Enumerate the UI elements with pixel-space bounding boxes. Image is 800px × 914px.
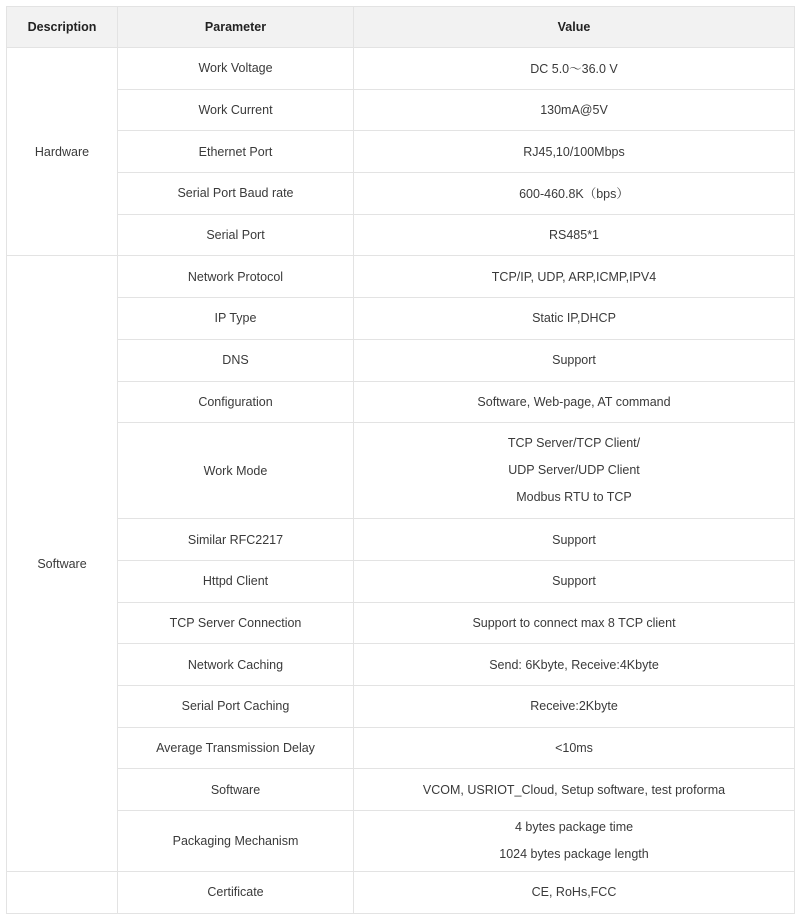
value-line: Support to connect max 8 TCP client <box>472 615 676 630</box>
value-line: RS485*1 <box>548 228 600 243</box>
value-line: TCP Server/TCP Client/ <box>507 436 641 451</box>
value-line: Send: 6Kbyte, Receive:4Kbyte <box>489 657 659 672</box>
value-line: 1024 bytes package length <box>499 847 649 861</box>
parameter-cell: Average Transmission Delay <box>118 727 354 769</box>
parameter-cell: Work Current <box>118 89 354 131</box>
value-cell <box>354 48 795 90</box>
group-description-cell <box>7 872 118 914</box>
value-line: Support <box>552 532 596 547</box>
table-row <box>7 89 795 131</box>
value-cell <box>354 727 795 769</box>
table-row <box>7 727 795 769</box>
parameter-cell: Serial Port <box>118 214 354 256</box>
parameter-cell: Serial Port Baud rate <box>118 173 354 215</box>
value-cell <box>354 173 795 215</box>
spec-table-container <box>6 6 794 914</box>
value-line: Receive:2Kbyte <box>530 699 618 714</box>
table-header-row <box>7 7 795 48</box>
specification-table <box>6 6 795 914</box>
value-cell <box>354 381 795 423</box>
value-line: RJ45,10/100Mbps <box>523 144 625 159</box>
group-description-cell: Software <box>7 256 118 872</box>
value-cell <box>354 339 795 381</box>
value-cell <box>354 685 795 727</box>
value-line: 600-460.8K（bps） <box>519 187 629 202</box>
table-row <box>7 256 795 298</box>
value-line: UDP Server/UDP Client <box>508 463 640 478</box>
value-line: DC 5.0～36.0 V <box>530 62 618 77</box>
value-line: Modbus RTU to TCP <box>516 490 632 505</box>
table-row <box>7 644 795 686</box>
parameter-cell: TCP Server Connection <box>118 602 354 644</box>
parameter-cell: Serial Port Caching <box>118 685 354 727</box>
table-row <box>7 685 795 727</box>
parameter-cell: Packaging Mechanism <box>118 811 354 872</box>
value-cell <box>354 89 795 131</box>
value-cell <box>354 644 795 686</box>
value-cell <box>354 602 795 644</box>
table-row <box>7 214 795 256</box>
table-body <box>7 48 795 914</box>
group-description-cell: Hardware <box>7 48 118 256</box>
value-line: Support <box>552 574 596 589</box>
table-row <box>7 131 795 173</box>
table-row <box>7 173 795 215</box>
value-line: TCP/IP, UDP, ARP,ICMP,IPV4 <box>491 269 657 284</box>
table-row <box>7 560 795 602</box>
header-description: Description <box>7 7 118 48</box>
parameter-cell: Work Voltage <box>118 48 354 90</box>
parameter-cell: DNS <box>118 339 354 381</box>
table-row <box>7 811 795 872</box>
parameter-cell: Software <box>118 769 354 811</box>
value-cell <box>354 256 795 298</box>
parameter-cell: Httpd Client <box>118 560 354 602</box>
table-row <box>7 48 795 90</box>
header-value: Value <box>354 7 795 48</box>
table-row <box>7 381 795 423</box>
table-row <box>7 519 795 561</box>
parameter-cell: Similar RFC2217 <box>118 519 354 561</box>
value-line: Software, Web-page, AT command <box>477 394 671 409</box>
value-line: <10ms <box>555 740 593 755</box>
value-line: Static IP,DHCP <box>532 311 616 326</box>
value-cell <box>354 811 795 872</box>
value-cell <box>354 131 795 173</box>
value-line: 4 bytes package time <box>514 820 634 834</box>
table-row <box>7 339 795 381</box>
parameter-cell: Network Caching <box>118 644 354 686</box>
header-parameter: Parameter <box>118 7 354 48</box>
value-line: Support <box>552 353 596 368</box>
table-row <box>7 298 795 340</box>
parameter-cell: Network Protocol <box>118 256 354 298</box>
value-cell <box>354 519 795 561</box>
value-cell <box>354 769 795 811</box>
value-line: VCOM, USRIOT_Cloud, Setup software, test proforma <box>422 782 726 797</box>
value-line: 130mA@5V <box>540 103 608 118</box>
parameter-cell: Certificate <box>118 872 354 914</box>
value-cell <box>354 214 795 256</box>
value-cell <box>354 560 795 602</box>
table-row <box>7 872 795 914</box>
value-line: CE, RoHs,FCC <box>531 885 617 900</box>
table-row <box>7 423 795 519</box>
parameter-cell: Ethernet Port <box>118 131 354 173</box>
value-cell <box>354 423 795 519</box>
parameter-cell: IP Type <box>118 298 354 340</box>
parameter-cell: Configuration <box>118 381 354 423</box>
value-cell <box>354 872 795 914</box>
value-cell <box>354 298 795 340</box>
table-row <box>7 769 795 811</box>
parameter-cell: Work Mode <box>118 423 354 519</box>
table-row <box>7 602 795 644</box>
